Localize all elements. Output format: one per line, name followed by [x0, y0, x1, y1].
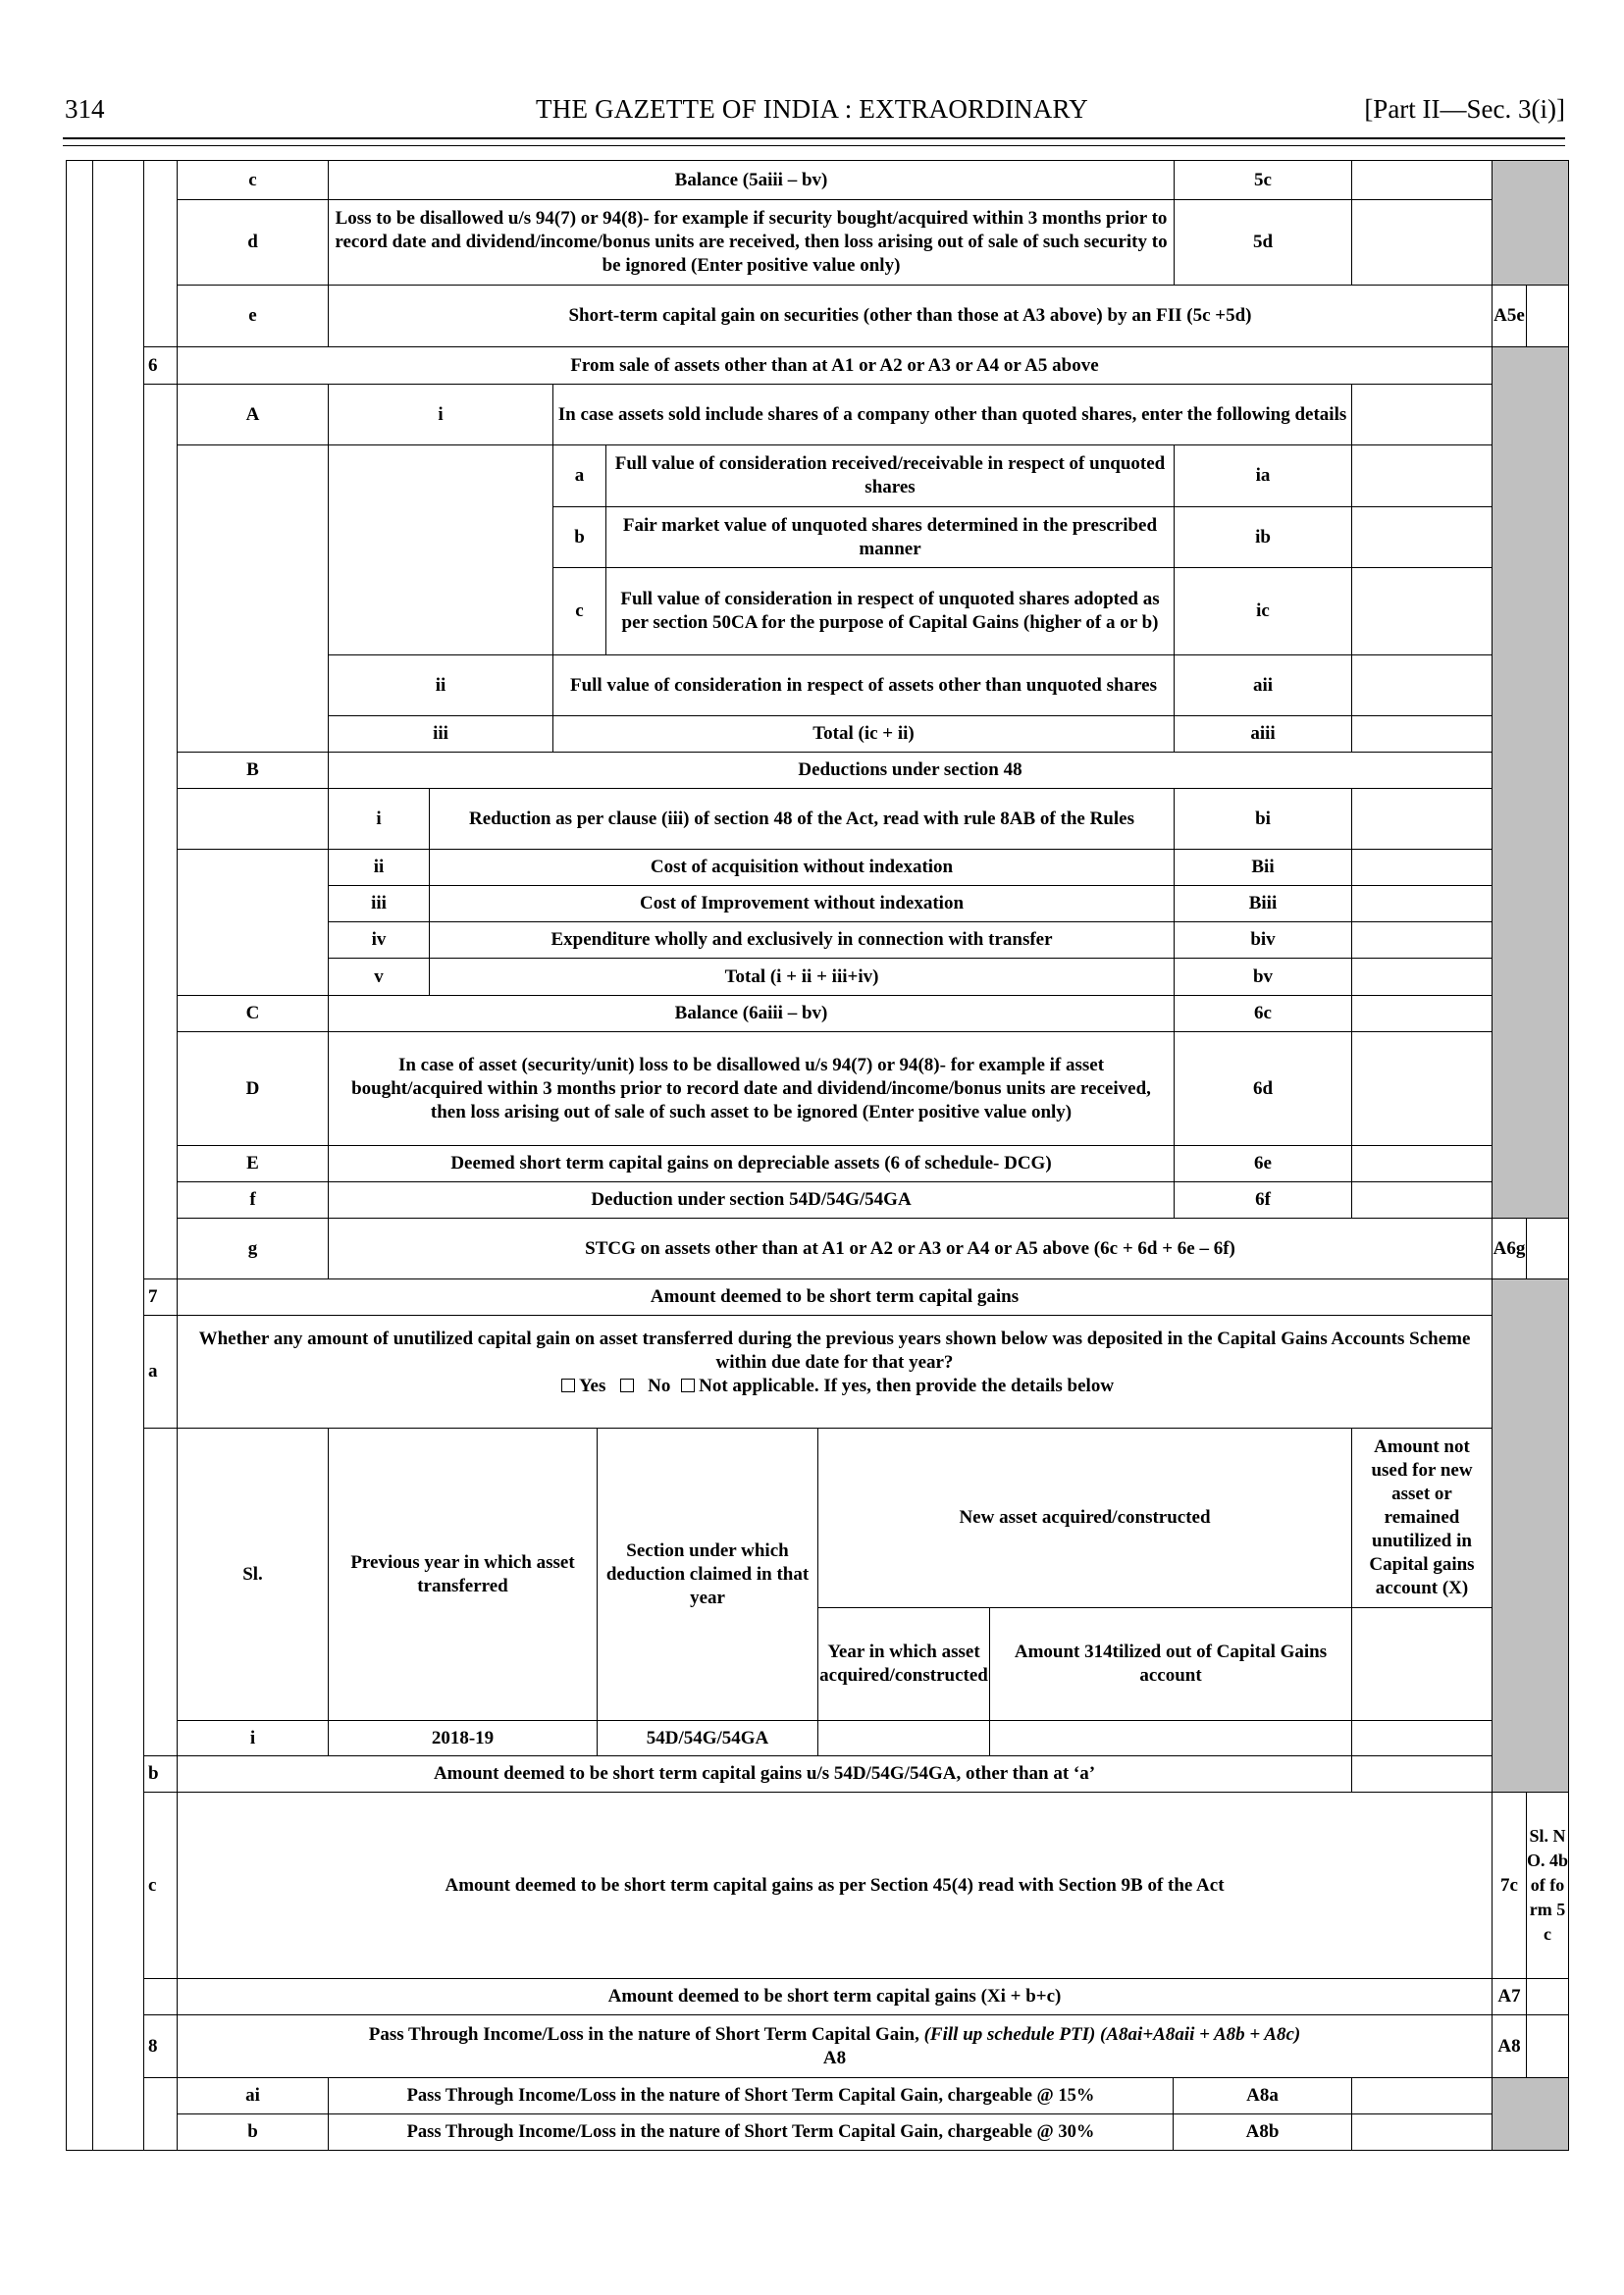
row-6E-amount-field[interactable]: [1351, 1145, 1493, 1182]
row-5c-text: Balance (5aiii – bv): [328, 160, 1175, 200]
row-8ai-amount-field[interactable]: [1351, 2077, 1493, 2114]
row-6A-i-label: i: [328, 384, 553, 445]
row-6B-ii-label: ii: [328, 849, 430, 886]
row-6f-amount-field[interactable]: [1351, 1181, 1493, 1219]
outer-margin-col-2: [92, 160, 144, 2151]
row-7c-note: Sl. NO. 4b of form 5c: [1526, 1792, 1569, 1979]
row-6B-i-label: i: [328, 788, 430, 850]
table-row-section: 54D/54G/54GA: [597, 1720, 818, 1756]
row-6A-iii-text: Total (ic + ii): [552, 715, 1175, 753]
table-header-new-asset: New asset acquired/constructed: [817, 1428, 1352, 1608]
row-6A-ia-label: a: [552, 444, 606, 507]
row-5c-amount-field[interactable]: [1351, 160, 1493, 200]
row-8ai-code: A8a: [1173, 2077, 1352, 2114]
row-8ai-text: Pass Through Income/Loss in the nature of Short Term Capital Gain, chargeable @ 15%: [328, 2077, 1174, 2114]
row-6B-iv-label: iv: [328, 921, 430, 959]
row-6B-v-text: Total (i + ii + iii+iv): [429, 958, 1175, 996]
row-7c-label: c: [143, 1792, 178, 1979]
section-7-number: 7: [143, 1278, 178, 1316]
row-6B-iii-label: iii: [328, 885, 430, 922]
row-8b-code: A8b: [1173, 2113, 1352, 2151]
table-header-sl: Sl.: [177, 1428, 329, 1721]
row-6D-text: In case of asset (security/unit) loss to be disallowed u/s 94(7) or 94(8)- for example if asset bought/acquired within 3 months prior to record date and dividend/income/bonus units are received, then loss arising out of sale of such asset to be ignored (Enter positive value only): [328, 1031, 1175, 1146]
checkbox-yes[interactable]: [561, 1379, 575, 1392]
row-6A-iii-label: iii: [328, 715, 553, 753]
row-6B-v-amount-field[interactable]: [1351, 958, 1493, 996]
row-7-total-amount-field[interactable]: [1526, 1978, 1569, 2015]
section-6-title: From sale of assets other than at A1 or A2 or A3 or A4 or A5 above: [177, 346, 1493, 385]
row-6B-spacer: [177, 849, 329, 996]
outer-margin-col-1: [66, 160, 93, 2151]
row-5e-code: A5e: [1492, 285, 1527, 347]
row-5d-amount-field[interactable]: [1351, 199, 1493, 286]
shaded-block: [1492, 1278, 1569, 1793]
row-8b-label: b: [177, 2113, 329, 2151]
row-6B-iv-code: biv: [1174, 921, 1352, 959]
header-rule-top: [63, 137, 1565, 139]
row-6B-iii-code: Biii: [1174, 885, 1352, 922]
table-header-section: Section under which deduction claimed in that year: [597, 1428, 818, 1721]
row-8b-amount-field[interactable]: [1351, 2113, 1493, 2151]
section-8-amount-field[interactable]: [1526, 2014, 1569, 2078]
row-6B-label: B: [177, 752, 329, 789]
section-8-title-code: A8: [822, 2047, 847, 2068]
row-7a-options: [555, 1375, 1114, 1398]
shaded-block: [1492, 2077, 1569, 2151]
option-no-label: No: [648, 1376, 671, 1396]
section-8-title-line: [369, 2023, 1301, 2047]
row-6A-ic-text: Full value of consideration in respect of unquoted shares adopted as per section 50CA for the purpose of Capital Gains (higher of a or b): [605, 567, 1175, 655]
row-7a-question-block: [177, 1315, 1493, 1429]
row-6B-ii-text: Cost of acquisition without indexation: [429, 849, 1175, 886]
gazette-part: [Part II—Sec. 3(i)]: [1364, 94, 1565, 124]
row-6C-text: Balance (6aiii – bv): [328, 995, 1175, 1032]
gazette-title: THE GAZETTE OF INDIA : EXTRAORDINARY: [536, 94, 1088, 124]
row-5d-code: 5d: [1174, 199, 1352, 286]
row-6B-ii-code: Bii: [1174, 849, 1352, 886]
row-6E-code: 6e: [1174, 1145, 1352, 1182]
section-6-number: 6: [143, 346, 178, 385]
row-7-total-text: Amount deemed to be short term capital gains (Xi + b+c): [177, 1978, 1493, 2015]
row-6B-spacer: [177, 788, 329, 850]
table-row-prev-year: 2018-19: [328, 1720, 598, 1756]
row5-number-col: [143, 160, 178, 347]
checkbox-not-applicable[interactable]: [681, 1379, 695, 1392]
row-8b-text: Pass Through Income/Loss in the nature of Short Term Capital Gain, chargeable @ 30%: [328, 2113, 1174, 2151]
row-5d-label: d: [177, 199, 329, 286]
row-6C-amount-field[interactable]: [1351, 995, 1493, 1032]
row-6A-ic-label: c: [552, 567, 606, 655]
table-header-amount-not-used: Amount not used for new asset or remained unutilized in Capital gains account (X): [1351, 1428, 1493, 1608]
row-6B-title: Deductions under section 48: [328, 752, 1493, 789]
checkbox-no[interactable]: [620, 1379, 634, 1392]
row-6B-iii-amount-field[interactable]: [1351, 885, 1493, 922]
section-7-title: Amount deemed to be short term capital gains: [177, 1278, 1493, 1316]
row-6A-ii-amount-field[interactable]: [1351, 654, 1493, 716]
row-6B-i-amount-field[interactable]: [1351, 788, 1493, 850]
row-7b-label: b: [143, 1755, 178, 1793]
row-6B-i-code: bi: [1174, 788, 1352, 850]
row-7a-question: Whether any amount of unutilized capital gain on asset transferred during the previous years shown below was deposited in the Capital Gains Accounts Scheme within due date for that year?: [198, 1329, 1471, 1373]
row-6g-text: STCG on assets other than at A1 or A2 or A3 or A4 or A5 above (6c + 6d + 6e – 6f): [328, 1218, 1493, 1279]
shaded-block: [1492, 346, 1569, 1219]
row-6B-iii-text: Cost of Improvement without indexation: [429, 885, 1175, 922]
row-5c-code: 5c: [1174, 160, 1352, 200]
row-5e-label: e: [177, 285, 329, 347]
row-6A-ii-code: aii: [1174, 654, 1352, 716]
table-row-sl: i: [177, 1720, 329, 1756]
table-row-amount-utilized-field[interactable]: [989, 1720, 1352, 1756]
row-8ai-label: ai: [177, 2077, 329, 2114]
row-6B-v-label: v: [328, 958, 430, 996]
row-7-total-code: A7: [1492, 1978, 1527, 2015]
row-7b-text: Amount deemed to be short term capital gains u/s 54D/54G/54GA, other than at ‘a’: [177, 1755, 1352, 1793]
row-6A-ii-text: Full value of consideration in respect of assets other than unquoted shares: [552, 654, 1175, 716]
row-6f-code: 6f: [1174, 1181, 1352, 1219]
row-6A-ia-text: Full value of consideration received/receivable in respect of unquoted shares: [605, 444, 1175, 507]
row-7c-code: 7c: [1492, 1792, 1527, 1979]
row-5d-text: Loss to be disallowed u/s 94(7) or 94(8)- for example if security bought/acquired within 3 months prior to record date and dividend/income/bonus units are received, then loss arising out of sale of such security to be ignored (Enter positive value only): [328, 199, 1175, 286]
table-header-amount-utilized: Amount 314tilized out of Capital Gains account: [989, 1607, 1352, 1721]
row-6g-code: A6g: [1492, 1218, 1527, 1279]
row-6A-i-text: In case assets sold include shares of a company other than quoted shares, enter the following details: [552, 384, 1352, 445]
row-6A-ib-text: Fair market value of unquoted shares determined in the prescribed manner: [605, 506, 1175, 568]
row-6A-iii-amount-field[interactable]: [1351, 715, 1493, 753]
row-6C-label: C: [177, 995, 329, 1032]
row-7-total-number-col: [143, 1978, 178, 2015]
shaded-block: [1492, 160, 1569, 286]
table-header-blank: [1351, 1607, 1493, 1721]
section-8-number: 8: [143, 2014, 178, 2078]
option-not-applicable-label: Not applicable. If yes, then provide the details below: [699, 1376, 1115, 1396]
row-7c-text: Amount deemed to be short term capital gains as per Section 45(4) read with Section 9B of the Act: [177, 1792, 1493, 1979]
page-number: 314: [65, 94, 105, 124]
row-5e-text: Short-term capital gain on securities (other than those at A3 above) by an FII (5c +5d): [328, 285, 1493, 347]
row-7a-label: a: [143, 1315, 178, 1429]
table-header-year-acquired: Year in which asset acquired/constructed: [817, 1607, 990, 1721]
section-8-title-plain: Pass Through Income/Loss in the nature of Short Term Capital Gain,: [368, 2023, 924, 2045]
row-6B-iv-text: Expenditure wholly and exclusively in connection with transfer: [429, 921, 1175, 959]
row-6B-iv-amount-field[interactable]: [1351, 921, 1493, 959]
table-header-prev-year: Previous year in which asset transferred: [328, 1428, 598, 1721]
row-6g-label: g: [177, 1218, 329, 1279]
row-5e-amount-field[interactable]: [1526, 285, 1569, 347]
row-6E-label: E: [177, 1145, 329, 1182]
option-yes-label: Yes: [578, 1376, 606, 1396]
row-6A-ic-amount-field[interactable]: [1351, 567, 1493, 655]
row-6A-ib-code: ib: [1174, 506, 1352, 568]
table-row-year-acquired-field[interactable]: [817, 1720, 990, 1756]
row-6A-ic-code: ic: [1174, 567, 1352, 655]
row-6D-amount-field[interactable]: [1351, 1031, 1493, 1146]
row-5c-label: c: [177, 160, 329, 200]
row-6A-ia-code: ia: [1174, 444, 1352, 507]
row-6D-code: 6d: [1174, 1031, 1352, 1146]
row-6D-label: D: [177, 1031, 329, 1146]
section-8-title: [177, 2014, 1493, 2078]
section-6-number-col: [143, 384, 178, 1279]
table-row-amount-not-used-field[interactable]: [1351, 1720, 1493, 1756]
row-6A-ia-amount-field[interactable]: [1351, 444, 1493, 507]
section-7-table-number-col: [143, 1428, 178, 1756]
row-6A-i-spacer: [328, 444, 553, 655]
header-rule-bottom: [63, 145, 1565, 146]
row-6A-iii-code: aiii: [1174, 715, 1352, 753]
row-6A-ib-amount-field[interactable]: [1351, 506, 1493, 568]
section-8-number-col: [143, 2077, 178, 2151]
row-6C-code: 6c: [1174, 995, 1352, 1032]
row-6f-label: f: [177, 1181, 329, 1219]
row-7b-amount-field[interactable]: [1351, 1755, 1493, 1793]
row-6B-ii-amount-field[interactable]: [1351, 849, 1493, 886]
row-6A-ib-label: b: [552, 506, 606, 568]
row-6A-i-field: [1351, 384, 1493, 445]
row-6B-v-code: bv: [1174, 958, 1352, 996]
section-8-title-italic: (Fill up schedule PTI) (A8ai+A8aii + A8b + A8c): [923, 2023, 1301, 2045]
row-6E-text: Deemed short term capital gains on depreciable assets (6 of schedule- DCG): [328, 1145, 1175, 1182]
row-6A-ii-label: ii: [328, 654, 553, 716]
row-6A-spacer: [177, 444, 329, 753]
section-8-code: A8: [1492, 2014, 1527, 2078]
row-6f-text: Deduction under section 54D/54G/54GA: [328, 1181, 1175, 1219]
row-6B-i-text: Reduction as per clause (iii) of section 48 of the Act, read with rule 8AB of the Rules: [429, 788, 1175, 850]
row-6A-label: A: [177, 384, 329, 445]
row-6g-amount-field[interactable]: [1526, 1218, 1569, 1279]
